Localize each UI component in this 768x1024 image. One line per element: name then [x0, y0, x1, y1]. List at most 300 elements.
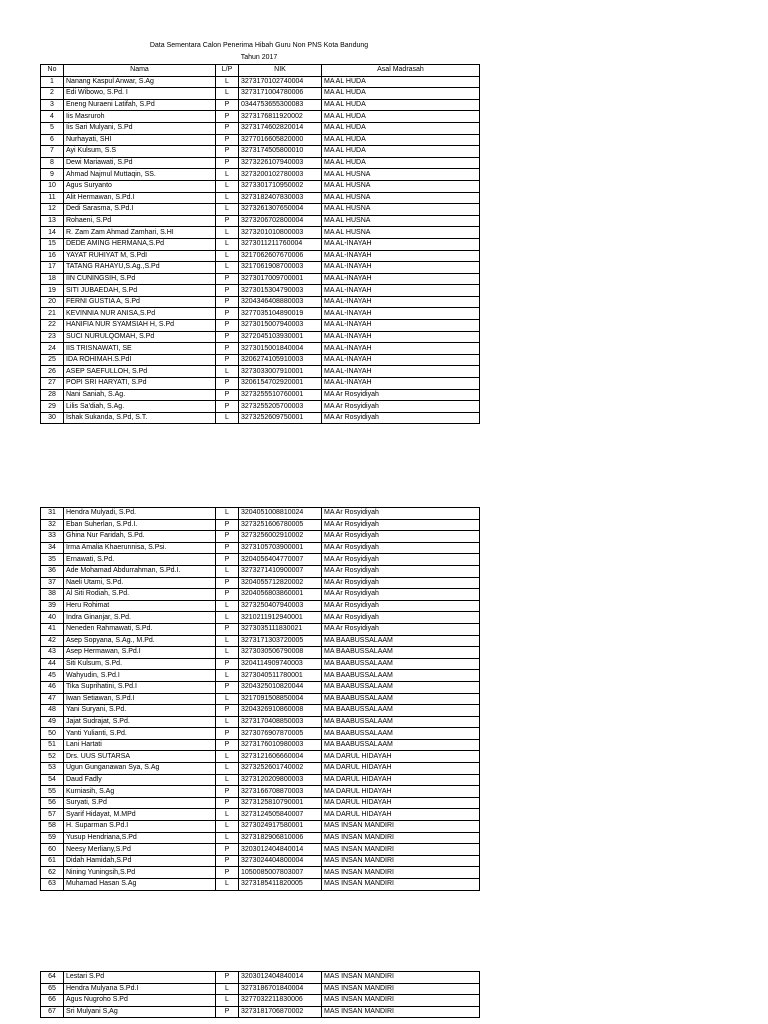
table-row — [41, 122, 480, 134]
madrasah-cell: MA Ar Rosyidiyah — [322, 623, 480, 635]
table-row — [41, 693, 480, 705]
row-number-cell: 12 — [41, 204, 64, 216]
nik-cell: 3204055712820002 — [239, 577, 322, 589]
madrasah-cell: MA Ar Rosyidiyah — [322, 389, 480, 401]
nik-cell: 3273226107940003 — [239, 157, 322, 169]
table-row — [41, 76, 480, 88]
madrasah-cell: MA DARUL HIDAYAH — [322, 774, 480, 786]
gender-cell: P — [216, 122, 239, 134]
madrasah-cell: MA AL-INAYAH — [322, 308, 480, 320]
teacher-name-cell: Neesy Merliany,S.Pd — [64, 844, 216, 856]
teacher-name-cell: IDA ROHIMAH.S.PdI — [64, 354, 216, 366]
row-number-cell: 44 — [41, 658, 64, 670]
teacher-name-cell: Ahmad Najmul Muttaqin, SS. — [64, 169, 216, 181]
row-number-cell: 3 — [41, 99, 64, 111]
nik-cell: 3273030506790008 — [239, 647, 322, 659]
gender-cell: P — [216, 273, 239, 285]
table-row — [41, 832, 480, 844]
teacher-name-cell: Ernawati, S.Pd. — [64, 554, 216, 566]
teacher-name-cell: POPI SRI HARYATI, S.Pd — [64, 378, 216, 390]
madrasah-cell: MA Ar Rosyidiyah — [322, 519, 480, 531]
table-row — [41, 658, 480, 670]
gender-cell: P — [216, 786, 239, 798]
table-row — [41, 192, 480, 204]
row-number-cell: 60 — [41, 844, 64, 856]
nik-cell: 3273015304790003 — [239, 285, 322, 297]
nik-cell: 3273271410900007 — [239, 565, 322, 577]
table-row — [41, 250, 480, 262]
madrasah-cell: MA AL-INAYAH — [322, 378, 480, 390]
madrasah-cell: MA BAABUSSALAAM — [322, 705, 480, 717]
madrasah-cell: MA AL HUSNA — [322, 169, 480, 181]
row-number-cell: 13 — [41, 215, 64, 227]
teacher-name-cell: Edi Wibowo, S.Pd. I — [64, 88, 216, 100]
madrasah-cell: MAS INSAN MANDIRI — [322, 983, 480, 995]
nik-cell: 0344753655300083 — [239, 99, 322, 111]
madrasah-cell: MAS INSAN MANDIRI — [322, 995, 480, 1007]
teacher-name-cell: SUCI NURULQOMAH, S.Pd — [64, 331, 216, 343]
gender-cell: P — [216, 531, 239, 543]
row-number-cell: 32 — [41, 519, 64, 531]
nik-cell: 3273206702800004 — [239, 215, 322, 227]
teacher-name-cell: Daud Fadly — [64, 774, 216, 786]
madrasah-cell: MA BAABUSSALAAM — [322, 670, 480, 682]
gender-cell: L — [216, 670, 239, 682]
nik-cell: 3204051008810024 — [239, 508, 322, 520]
teacher-name-cell: Ugun Gunganawan Sya, S.Ag — [64, 763, 216, 775]
nik-cell: 3273182407830003 — [239, 192, 322, 204]
table-row — [41, 681, 480, 693]
madrasah-cell: MA BAABUSSALAAM — [322, 693, 480, 705]
madrasah-cell: MA AL HUDA — [322, 157, 480, 169]
nik-cell: 3217061908700003 — [239, 262, 322, 274]
table-row — [41, 273, 480, 285]
gender-cell: L — [216, 751, 239, 763]
madrasah-cell: MA Ar Rosyidiyah — [322, 565, 480, 577]
nik-cell: 3277035104890019 — [239, 308, 322, 320]
row-number-cell: 34 — [41, 542, 64, 554]
row-number-cell: 38 — [41, 589, 64, 601]
teacher-name-cell: Tika Suprihatini, S.Pd.I — [64, 681, 216, 693]
document-year: Tahun 2017 — [240, 54, 278, 61]
teacher-name-cell: Yusup Hendriana,S.Pd — [64, 832, 216, 844]
row-number-cell: 24 — [41, 343, 64, 355]
madrasah-cell: MA AL HUDA — [322, 111, 480, 123]
table-row — [41, 146, 480, 158]
gender-cell: P — [216, 296, 239, 308]
row-number-cell: 41 — [41, 623, 64, 635]
table-row — [41, 531, 480, 543]
madrasah-cell: MA AL-INAYAH — [322, 331, 480, 343]
gender-cell: P — [216, 146, 239, 158]
gender-cell: L — [216, 600, 239, 612]
row-number-cell: 43 — [41, 647, 64, 659]
row-number-cell: 67 — [41, 1006, 64, 1018]
gender-cell: P — [216, 215, 239, 227]
nik-cell: 3273171004780006 — [239, 88, 322, 100]
table-row — [41, 204, 480, 216]
table-row — [41, 577, 480, 589]
table-row — [41, 855, 480, 867]
gender-cell: L — [216, 612, 239, 624]
gender-cell: P — [216, 401, 239, 413]
gender-cell: P — [216, 867, 239, 879]
madrasah-cell: MA AL HUSNA — [322, 227, 480, 239]
row-number-cell: 45 — [41, 670, 64, 682]
recipients-table-part-2 — [40, 507, 480, 891]
teacher-name-cell: Dedi Sarasma, S.Pd.I — [64, 204, 216, 216]
teacher-name-cell: Iis Sari Mulyani, S.Pd — [64, 122, 216, 134]
gender-cell: P — [216, 1006, 239, 1018]
row-number-cell: 19 — [41, 285, 64, 297]
teacher-name-cell: Heru Rohimat — [64, 600, 216, 612]
madrasah-cell: MA Ar Rosyidiyah — [322, 542, 480, 554]
row-number-cell: 65 — [41, 983, 64, 995]
nik-cell: 3273105703900001 — [239, 542, 322, 554]
gender-cell: L — [216, 693, 239, 705]
gender-cell: P — [216, 111, 239, 123]
teacher-name-cell: FERNI GUSTIA A, S.Pd — [64, 296, 216, 308]
row-number-cell: 61 — [41, 855, 64, 867]
madrasah-cell: MA Ar Rosyidiyah — [322, 531, 480, 543]
madrasah-cell: MA DARUL HIDAYAH — [322, 809, 480, 821]
gender-cell: P — [216, 308, 239, 320]
gender-cell: L — [216, 238, 239, 250]
teacher-name-cell: HANIFIA NUR SYAMSIAH H, S.Pd — [64, 320, 216, 332]
teacher-name-cell: Nani Saniah, S.Ag. — [64, 389, 216, 401]
row-number-cell: 56 — [41, 797, 64, 809]
nik-cell: 3273040511780001 — [239, 670, 322, 682]
gender-cell: P — [216, 320, 239, 332]
table-row — [41, 343, 480, 355]
gender-cell: P — [216, 623, 239, 635]
madrasah-cell: MA BAABUSSALAAM — [322, 728, 480, 740]
madrasah-cell: MA AL HUDA — [322, 99, 480, 111]
nik-cell: 3273166708870003 — [239, 786, 322, 798]
table-row — [41, 134, 480, 146]
teacher-name-cell: Siti Kulsum, S.Pd. — [64, 658, 216, 670]
nik-cell: 3273124505840007 — [239, 809, 322, 821]
teacher-name-cell: Hendra Mulyadi, S.Pd. — [64, 508, 216, 520]
table-row — [41, 285, 480, 297]
gender-cell: P — [216, 972, 239, 984]
row-number-cell: 5 — [41, 122, 64, 134]
gender-cell: L — [216, 879, 239, 891]
header-gender: L/P — [216, 65, 239, 77]
madrasah-cell: MA AL HUDA — [322, 88, 480, 100]
nik-cell: 3273252601740002 — [239, 763, 322, 775]
nik-cell: 3273170102740004 — [239, 76, 322, 88]
madrasah-cell: MA Ar Rosyidiyah — [322, 600, 480, 612]
gender-cell: L — [216, 366, 239, 378]
table-row — [41, 412, 480, 424]
teacher-name-cell: Ayi Kulsum, S.S — [64, 146, 216, 158]
table-row — [41, 88, 480, 100]
row-number-cell: 40 — [41, 612, 64, 624]
table-row — [41, 705, 480, 717]
teacher-name-cell: Naeli Utami, S.Pd. — [64, 577, 216, 589]
nik-cell: 3204325010820044 — [239, 681, 322, 693]
nik-cell: 3273015007940003 — [239, 320, 322, 332]
gender-cell: L — [216, 647, 239, 659]
gender-cell: L — [216, 227, 239, 239]
nik-cell: 3273015001840004 — [239, 343, 322, 355]
nik-cell: 3206154702920001 — [239, 378, 322, 390]
madrasah-cell: MA BAABUSSALAAM — [322, 658, 480, 670]
teacher-name-cell: Suryati, S.Pd — [64, 797, 216, 809]
table-row — [41, 331, 480, 343]
madrasah-cell: MA AL HUDA — [322, 146, 480, 158]
table-row — [41, 809, 480, 821]
row-number-cell: 35 — [41, 554, 64, 566]
madrasah-cell: MA AL HUSNA — [322, 180, 480, 192]
teacher-name-cell: Irma Amalia Khaerunnisa, S.Psi. — [64, 542, 216, 554]
table-row — [41, 623, 480, 635]
gender-cell: L — [216, 192, 239, 204]
gender-cell: P — [216, 542, 239, 554]
nik-cell: 3273255205700003 — [239, 401, 322, 413]
row-number-cell: 66 — [41, 995, 64, 1007]
row-number-cell: 57 — [41, 809, 64, 821]
madrasah-cell: MA AL-INAYAH — [322, 296, 480, 308]
teacher-name-cell: Lani Hartati — [64, 739, 216, 751]
table-row — [41, 1006, 480, 1018]
table-row — [41, 763, 480, 775]
teacher-name-cell: Iwan Setiawan, S.Pd.I — [64, 693, 216, 705]
nik-cell: 3273256002910002 — [239, 531, 322, 543]
row-number-cell: 2 — [41, 88, 64, 100]
header-madrasah: Asal Madrasah — [322, 65, 480, 77]
nik-cell: 3217062607670006 — [239, 250, 322, 262]
teacher-name-cell: Neneden Rahmawati, S.Pd. — [64, 623, 216, 635]
gender-cell: P — [216, 728, 239, 740]
document-title: Data Sementara Calon Penerima Hibah Guru Non PNS Kota Bandung — [149, 42, 369, 49]
teacher-name-cell: Asep Sopyana, S.Ag., M.Pd. — [64, 635, 216, 647]
nik-cell: 3273121606660004 — [239, 751, 322, 763]
teacher-name-cell: YAYAT RUHIYAT M, S.PdI — [64, 250, 216, 262]
gender-cell: L — [216, 412, 239, 424]
gender-cell: P — [216, 389, 239, 401]
gender-cell: L — [216, 809, 239, 821]
teacher-name-cell: IIS TRISNAWATI, SE — [64, 343, 216, 355]
madrasah-cell: MA AL HUSNA — [322, 192, 480, 204]
gender-cell: P — [216, 739, 239, 751]
gender-cell: L — [216, 204, 239, 216]
table-row — [41, 378, 480, 390]
madrasah-cell: MA AL HUDA — [322, 134, 480, 146]
row-number-cell: 63 — [41, 879, 64, 891]
table-row — [41, 589, 480, 601]
gender-cell: P — [216, 285, 239, 297]
madrasah-cell: MAS INSAN MANDIRI — [322, 1006, 480, 1018]
row-number-cell: 47 — [41, 693, 64, 705]
madrasah-cell: MA AL-INAYAH — [322, 273, 480, 285]
gender-cell: P — [216, 343, 239, 355]
madrasah-cell: MA DARUL HIDAYAH — [322, 786, 480, 798]
nik-cell: 3273176811920002 — [239, 111, 322, 123]
table-row — [41, 739, 480, 751]
row-number-cell: 36 — [41, 565, 64, 577]
teacher-name-cell: Dewi Mariawati, S.Pd — [64, 157, 216, 169]
madrasah-cell: MA Ar Rosyidiyah — [322, 401, 480, 413]
teacher-name-cell: H. Suparman S.Pd.I — [64, 821, 216, 833]
madrasah-cell: MA DARUL HIDAYAH — [322, 763, 480, 775]
teacher-name-cell: Agus Suryanto — [64, 180, 216, 192]
table-row — [41, 821, 480, 833]
gender-cell: L — [216, 635, 239, 647]
teacher-name-cell: Iis Masruroh — [64, 111, 216, 123]
row-number-cell: 26 — [41, 366, 64, 378]
nik-cell: 3273255510760001 — [239, 389, 322, 401]
table-row — [41, 879, 480, 891]
nik-cell: 3273033007910001 — [239, 366, 322, 378]
teacher-name-cell: ASEP SAEFULLOH, S.Pd — [64, 366, 216, 378]
nik-cell: 3273174602820014 — [239, 122, 322, 134]
madrasah-cell: MA AL-INAYAH — [322, 343, 480, 355]
madrasah-cell: MAS INSAN MANDIRI — [322, 972, 480, 984]
row-number-cell: 17 — [41, 262, 64, 274]
nik-cell: 3273181706870002 — [239, 1006, 322, 1018]
row-number-cell: 11 — [41, 192, 64, 204]
nik-cell: 3273201010800003 — [239, 227, 322, 239]
row-number-cell: 59 — [41, 832, 64, 844]
table-row — [41, 308, 480, 320]
madrasah-cell: MA AL HUSNA — [322, 215, 480, 227]
gender-cell: L — [216, 774, 239, 786]
teacher-name-cell: Al Siti Rodiah, S.Pd. — [64, 589, 216, 601]
table-row — [41, 180, 480, 192]
table-row — [41, 797, 480, 809]
teacher-name-cell: Muhamad Hasan S.Ag — [64, 879, 216, 891]
gender-cell: P — [216, 658, 239, 670]
nik-cell: 3273301710950002 — [239, 180, 322, 192]
row-number-cell: 33 — [41, 531, 64, 543]
nik-cell: 3273120209800003 — [239, 774, 322, 786]
row-number-cell: 46 — [41, 681, 64, 693]
teacher-name-cell: Ade Mohamad Abdurrahman, S.Pd.I. — [64, 565, 216, 577]
row-number-cell: 18 — [41, 273, 64, 285]
header-no: No — [41, 65, 64, 77]
header-nik: NIK — [239, 65, 322, 77]
header-name: Nama — [64, 65, 216, 77]
row-number-cell: 9 — [41, 169, 64, 181]
table-row — [41, 508, 480, 520]
table-row — [41, 401, 480, 413]
madrasah-cell: MA BAABUSSALAAM — [322, 681, 480, 693]
madrasah-cell: MA AL-INAYAH — [322, 320, 480, 332]
nik-cell: 3273035111830021 — [239, 623, 322, 635]
teacher-name-cell: Agus Nugroho S.Pd — [64, 995, 216, 1007]
gender-cell: P — [216, 331, 239, 343]
madrasah-cell: MA BAABUSSALAAM — [322, 647, 480, 659]
madrasah-cell: MA BAABUSSALAAM — [322, 739, 480, 751]
nik-cell: 3273252609750001 — [239, 412, 322, 424]
nik-cell: 3273200102780003 — [239, 169, 322, 181]
madrasah-cell: MA Ar Rosyidiyah — [322, 589, 480, 601]
gender-cell: P — [216, 354, 239, 366]
table-row — [41, 995, 480, 1007]
gender-cell: L — [216, 250, 239, 262]
teacher-name-cell: Nining Yuningsih,S.Pd — [64, 867, 216, 879]
table-row — [41, 844, 480, 856]
nik-cell: 3273185411820005 — [239, 879, 322, 891]
nik-cell: 3273170408850003 — [239, 716, 322, 728]
row-number-cell: 49 — [41, 716, 64, 728]
teacher-name-cell: Nurhayati, SHI — [64, 134, 216, 146]
gender-cell: P — [216, 577, 239, 589]
row-number-cell: 42 — [41, 635, 64, 647]
gender-cell: P — [216, 519, 239, 531]
row-number-cell: 29 — [41, 401, 64, 413]
row-number-cell: 10 — [41, 180, 64, 192]
gender-cell: P — [216, 855, 239, 867]
madrasah-cell: MA Ar Rosyidiyah — [322, 612, 480, 624]
nik-cell: 1050085007803007 — [239, 867, 322, 879]
teacher-name-cell: Nanang Kaspul Anwar, S.Ag — [64, 76, 216, 88]
nik-cell: 3204346408880003 — [239, 296, 322, 308]
madrasah-cell: MA AL-INAYAH — [322, 262, 480, 274]
table-row — [41, 262, 480, 274]
table-row — [41, 99, 480, 111]
row-number-cell: 55 — [41, 786, 64, 798]
recipients-table-part-1 — [40, 64, 480, 424]
gender-cell: L — [216, 508, 239, 520]
teacher-name-cell: Wahyudin, S.Pd.I — [64, 670, 216, 682]
row-number-cell: 50 — [41, 728, 64, 740]
nik-cell: 3204056404770007 — [239, 554, 322, 566]
teacher-name-cell: Kurniasih, S.Ag — [64, 786, 216, 798]
gender-cell: P — [216, 554, 239, 566]
table-row — [41, 354, 480, 366]
table-row — [41, 296, 480, 308]
nik-cell: 3204056803860001 — [239, 589, 322, 601]
nik-cell: 3204114909740003 — [239, 658, 322, 670]
gender-cell: P — [216, 589, 239, 601]
table-row — [41, 389, 480, 401]
teacher-name-cell: TATANG RAHAYU,S.Ag.,S.Pd — [64, 262, 216, 274]
teacher-name-cell: Eneng Nuraeni Latifah, S.Pd — [64, 99, 216, 111]
teacher-name-cell: Alit Hermawan, S.Pd.I — [64, 192, 216, 204]
row-number-cell: 21 — [41, 308, 64, 320]
teacher-name-cell: Indra Ginanjar, S.Pd. — [64, 612, 216, 624]
teacher-name-cell: Ghina Nur Faridah, S.Pd. — [64, 531, 216, 543]
teacher-name-cell: Lilis Sa'diah, S.Ag. — [64, 401, 216, 413]
teacher-name-cell: R. Zam Zam Ahmad Zamhari, S.HI — [64, 227, 216, 239]
madrasah-cell: MAS INSAN MANDIRI — [322, 844, 480, 856]
row-number-cell: 37 — [41, 577, 64, 589]
row-number-cell: 4 — [41, 111, 64, 123]
gender-cell: L — [216, 180, 239, 192]
madrasah-cell: MA Ar Rosyidiyah — [322, 554, 480, 566]
table-row — [41, 542, 480, 554]
teacher-name-cell: Sri Mulyani S,Ag — [64, 1006, 216, 1018]
teacher-name-cell: Ishak Sukanda, S.Pd, S.T. — [64, 412, 216, 424]
table-row — [41, 238, 480, 250]
table-row — [41, 111, 480, 123]
row-number-cell: 14 — [41, 227, 64, 239]
nik-cell: 3273011211760004 — [239, 238, 322, 250]
madrasah-cell: MA AL-INAYAH — [322, 285, 480, 297]
table-row — [41, 554, 480, 566]
gender-cell: L — [216, 716, 239, 728]
table-row — [41, 670, 480, 682]
table-row — [41, 972, 480, 984]
nik-cell: 3273261307650004 — [239, 204, 322, 216]
teacher-name-cell: Eban Suherlan, S.Pd.I. — [64, 519, 216, 531]
madrasah-cell: MAS INSAN MANDIRI — [322, 832, 480, 844]
nik-cell: 3273182906810006 — [239, 832, 322, 844]
gender-cell: L — [216, 821, 239, 833]
